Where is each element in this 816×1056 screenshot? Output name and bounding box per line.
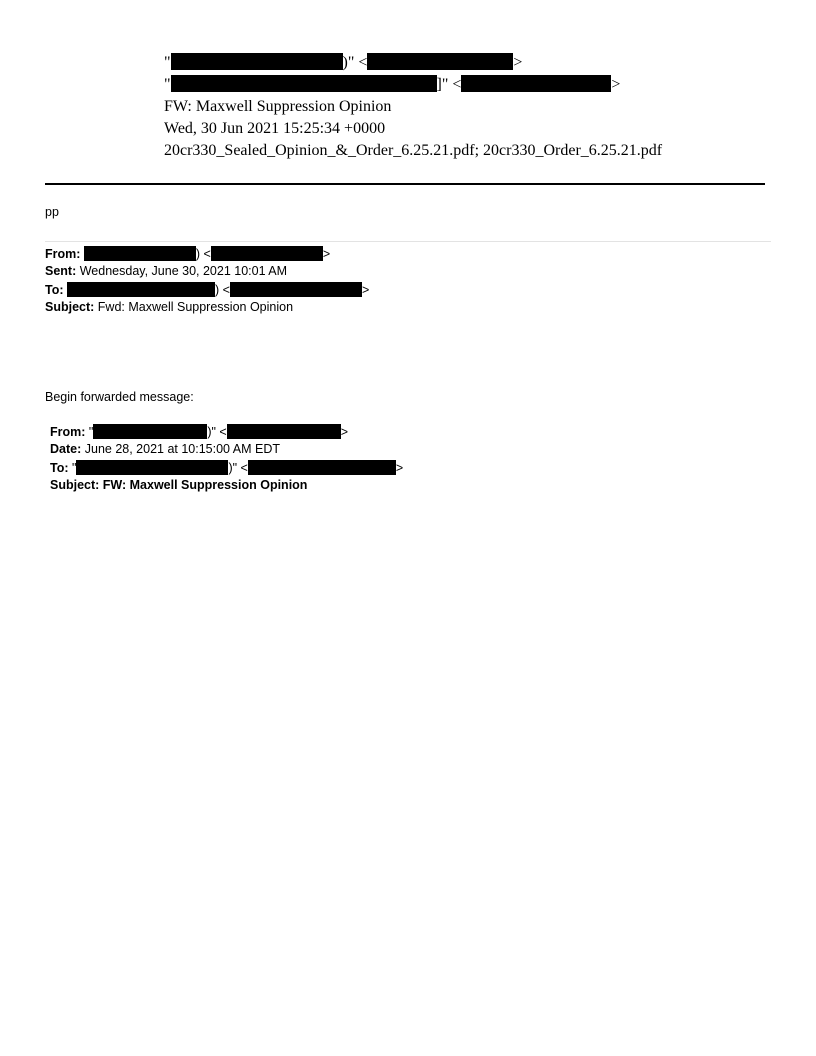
redaction-bar: [461, 75, 611, 92]
redaction-bar: [367, 53, 513, 70]
forward1-from-row: From: ) < >: [45, 247, 331, 261]
forward2-from-row: From: " )" < >: [50, 425, 349, 439]
redaction-bar: [171, 53, 343, 70]
redaction-bar: [211, 246, 323, 261]
header-subject-value: FW: Maxwell Suppression Opinion: [164, 98, 392, 115]
forward1-subject-row: Subject: Fwd: Maxwell Suppression Opinion: [45, 300, 294, 314]
redaction-bar: [76, 460, 228, 475]
redaction-bar: [93, 424, 207, 439]
header-attachments-value: 20cr330_Sealed_Opinion_&_Order_6.25.21.pdf; 20cr330_Order_6.25.21.pdf: [164, 142, 663, 159]
forward1-sent-row: Sent: Wednesday, June 30, 2021 10:01 AM: [45, 264, 288, 278]
redaction-bar: [171, 75, 437, 92]
redaction-bar: [230, 282, 362, 297]
redaction-bar: [84, 246, 196, 261]
forward2-subject-row: Subject: FW: Maxwell Suppression Opinion: [50, 478, 308, 492]
redaction-bar: [248, 460, 396, 475]
forward-divider: [45, 241, 771, 242]
header-date-value: Wed, 30 Jun 2021 15:25:34 +0000: [164, 120, 386, 137]
begin-forwarded-message: Begin forwarded message:: [45, 390, 194, 404]
forward2-to-row: To: " )" < >: [50, 461, 404, 475]
body-note: pp: [45, 205, 59, 219]
forward2-date-row: Date: June 28, 2021 at 10:15:00 AM EDT: [50, 442, 281, 456]
header-divider: [45, 183, 765, 185]
redaction-bar: [227, 424, 341, 439]
forward1-to-row: To: ) < >: [45, 283, 370, 297]
redaction-bar: [67, 282, 215, 297]
